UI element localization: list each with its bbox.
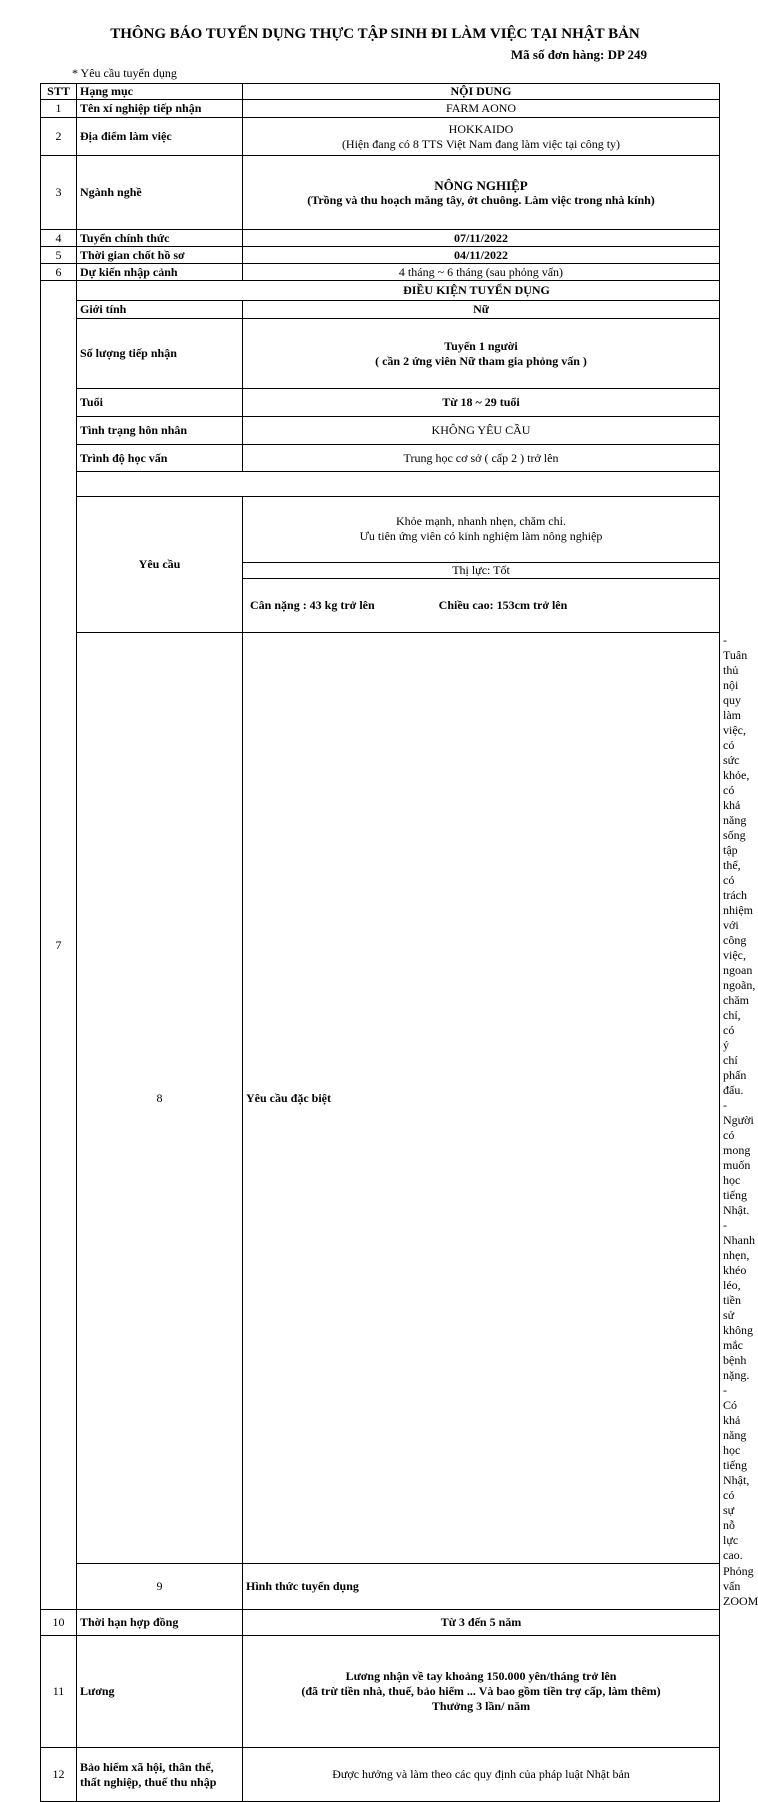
salary-line: Lương nhận về tay khoảng 150.000 yên/tháng trở lên xyxy=(345,1669,617,1683)
industry-line: NÔNG NGHIỆP xyxy=(434,177,528,193)
table-row xyxy=(41,445,720,472)
table-row xyxy=(41,301,720,319)
location-line: HOKKAIDO xyxy=(448,121,514,136)
bonus-line: Thưởng 3 lần/ năm xyxy=(431,1699,531,1713)
quantity-line: Tuyển 1 người xyxy=(444,338,518,353)
body-metrics xyxy=(243,578,719,632)
weight-value: Cân nặng : 43 kg trở lên xyxy=(250,597,375,612)
quantity-label: Số lượng tiếp nhận xyxy=(77,319,243,389)
row-stt: 8 xyxy=(77,633,243,1564)
table-row xyxy=(41,389,720,417)
recruitment-table xyxy=(40,83,758,1802)
row-stt: 6 xyxy=(41,264,77,281)
table-row xyxy=(41,247,720,264)
row-label: Tên xí nghiệp tiếp nhận xyxy=(77,100,243,118)
marital-label: Tình trạng hôn nhân xyxy=(77,417,243,445)
table-row xyxy=(41,281,720,301)
row-value: 04/11/2022 xyxy=(243,247,720,264)
table-header-row xyxy=(41,84,720,100)
education-value: Trung học cơ sở ( cấp 2 ) trở lên xyxy=(243,445,720,472)
section-label: * Yêu cầu tuyển dụng xyxy=(72,66,177,80)
gender-label: Giới tính xyxy=(77,301,243,319)
row-value: 07/11/2022 xyxy=(243,230,720,247)
row-stt: 7 xyxy=(41,281,77,1610)
gender-value: Nữ xyxy=(243,301,720,319)
order-code: Mã số đơn hàng: DP 249 xyxy=(510,47,647,62)
header-stt: STT xyxy=(41,84,77,100)
row-value: Từ 3 đến 5 năm xyxy=(243,1610,720,1636)
table-row xyxy=(41,156,720,230)
row-stt: 9 xyxy=(77,1564,243,1610)
insurance-label-line: thất nghiệp, thuế thu nhập xyxy=(80,1774,217,1789)
requirements-line: Khỏe mạnh, nhanh nhẹn, chăm chỉ. xyxy=(396,514,566,529)
row-label: Dự kiến nhập cảnh xyxy=(77,264,243,281)
row-label: Hình thức tuyển dụng xyxy=(243,1564,720,1610)
row-value: Được hưởng và làm theo các quy định của pháp luật Nhật bản xyxy=(243,1748,720,1802)
requirements-label: Yêu cầu xyxy=(77,497,243,633)
row-value: FARM AONO xyxy=(243,100,720,118)
eyesight-value: Thị lực: Tốt xyxy=(243,562,719,578)
table-row xyxy=(41,264,720,281)
row-value: 4 tháng ~ 6 tháng (sau phỏng vấn) xyxy=(243,264,720,281)
salary-note: (đã trừ tiền nhà, thuế, bảo hiểm ... Và bao gồm tiền trợ cấp, làm thêm) xyxy=(301,1684,661,1698)
table-row xyxy=(41,497,720,633)
quantity-value xyxy=(243,319,720,389)
row-stt: 4 xyxy=(41,230,77,247)
marital-value: KHÔNG YÊU CẦU xyxy=(243,417,720,445)
row-stt: 10 xyxy=(41,1610,77,1636)
table-row: 9 Hình thức tuyển dụng Phỏng vấn ZOOM xyxy=(41,1564,720,1610)
requirements-text xyxy=(243,497,719,562)
row-stt: 2 xyxy=(41,118,77,156)
header-content: NỘI DUNG xyxy=(243,84,720,100)
table-row xyxy=(41,230,720,247)
row-label: Thời gian chốt hồ sơ xyxy=(77,247,243,264)
table-row xyxy=(41,1748,720,1802)
requirements-line: Ưu tiên ứng viên có kinh nghiệm làm nông nghiệp xyxy=(359,529,603,544)
height-value: Chiều cao: 153cm trở lên xyxy=(438,597,568,612)
location-note: (Hiện đang có 8 TTS Việt Nam đang làm việc tại công ty) xyxy=(341,136,621,151)
age-value: Từ 18 ~ 29 tuổi xyxy=(243,389,720,417)
table-row xyxy=(41,1636,720,1748)
table-row xyxy=(41,472,720,497)
page-title: THÔNG BÁO TUYỂN DỤNG THỰC TẬP SINH ĐI LÀM VIỆC TẠI NHẬT BẢN xyxy=(110,26,640,42)
table-row xyxy=(41,1610,720,1636)
table-row xyxy=(41,319,720,389)
row-stt: 3 xyxy=(41,156,77,230)
row-stt: 5 xyxy=(41,247,77,264)
row-label: Địa điểm làm việc xyxy=(77,118,243,156)
education-label: Trình độ học vấn xyxy=(77,445,243,472)
age-label: Tuổi xyxy=(77,389,243,417)
row-label: Ngành nghề xyxy=(77,156,243,230)
table-row xyxy=(41,417,720,445)
blank-row xyxy=(77,472,720,497)
row-value xyxy=(243,118,720,156)
table-row xyxy=(41,100,720,118)
table-row xyxy=(41,118,720,156)
insurance-label-line: Bảo hiểm xã hội, thân thể, xyxy=(80,1759,214,1774)
row-label xyxy=(77,1748,243,1802)
quantity-note: ( cần 2 ứng viên Nữ tham gia phỏng vấn ) xyxy=(375,353,587,368)
row-label: Thời hạn hợp đồng xyxy=(77,1610,243,1636)
requirements-inner xyxy=(243,497,719,632)
row-label: Yêu cầu đặc biệt xyxy=(243,633,720,1564)
row-value xyxy=(243,156,720,230)
requirements-value xyxy=(243,497,720,633)
industry-note: (Trồng và thu hoạch măng tây, ớt chuông. Làm việc trong nhà kính) xyxy=(307,192,655,207)
row-label: Tuyển chính thức xyxy=(77,230,243,247)
header-item: Hạng mục xyxy=(77,84,243,100)
salary-value xyxy=(243,1636,720,1748)
row-label: Lương xyxy=(77,1636,243,1748)
row-stt: 1 xyxy=(41,100,77,118)
row-stt: 11 xyxy=(41,1636,77,1748)
table-row: 8 Yêu cầu đặc biệt - Tuân thủ nội quy làm việc, có sức khỏe, có khả năng sống tập thể, có trách nhiệm với công việc, ngoan ngoãn, chăm chỉ, có ý chí phấn đấu. - Người có mong muốn học tiếng Nhật. - Nhanh nhẹn, khéo léo, tiền sử không mắc bệnh nặng. - Có khả năng học tiếng Nhật, có sự nỗ lực cao. xyxy=(41,633,720,1564)
conditions-heading: ĐIỀU KIỆN TUYỂN DỤNG xyxy=(77,281,720,301)
row-stt: 12 xyxy=(41,1748,77,1802)
